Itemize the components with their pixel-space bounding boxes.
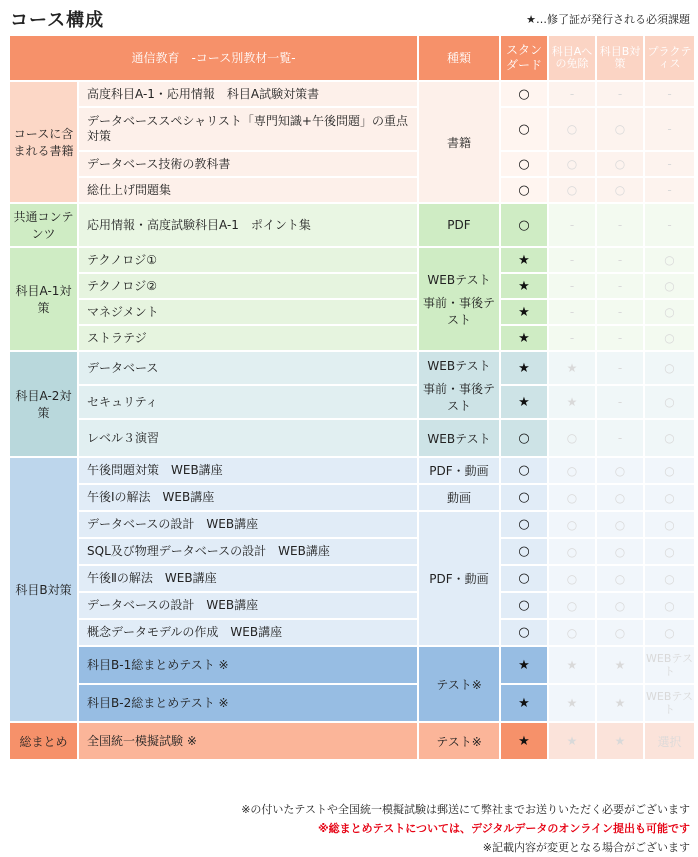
fade-mark: ○	[549, 108, 595, 150]
fade-mark: ○	[645, 593, 694, 618]
fade-mark: -	[597, 352, 643, 384]
group-label: コースに含まれる書籍	[10, 82, 77, 202]
fade-mark: -	[597, 326, 643, 350]
standard-mark: ○	[501, 485, 547, 510]
fade-mark: ○	[549, 458, 595, 483]
item-type: テスト※	[419, 723, 499, 759]
group-label: 科目A-1対策	[10, 248, 77, 350]
standard-mark: ○	[501, 539, 547, 564]
standard-mark: ★	[501, 685, 547, 721]
table-row	[10, 248, 694, 272]
standard-mark: ★	[501, 326, 547, 350]
fade-mark: ○	[645, 248, 694, 272]
standard-mark: ○	[501, 178, 547, 202]
fade-mark: ○	[597, 566, 643, 591]
item-type: PDF・動画	[419, 458, 499, 483]
fade-mark: ○	[645, 566, 694, 591]
table-row	[10, 178, 694, 202]
standard-mark: ○	[501, 108, 547, 150]
fade-mark: -	[549, 300, 595, 324]
type-line: 事前・事後テスト	[422, 381, 495, 413]
standard-mark: ★	[501, 248, 547, 272]
item-type	[419, 248, 499, 350]
standard-mark: ○	[501, 512, 547, 537]
item-name: 科目B-2総まとめテスト ※	[79, 685, 417, 721]
item-name: SQL及び物理データベースの設計 WEB講座	[79, 539, 417, 564]
fade-mark: ★	[549, 647, 595, 683]
item-name: データベース技術の教科書	[79, 152, 417, 176]
fade-mark: -	[597, 300, 643, 324]
item-name: 高度科目A-1・応用情報 科目A試験対策書	[79, 82, 417, 106]
type-line: WEBテスト	[427, 358, 491, 373]
item-name: 午後Ⅱの解法 WEB講座	[79, 566, 417, 591]
group-label: 科目A-2対策	[10, 352, 77, 456]
item-name: 午後問題対策 WEB講座	[79, 458, 417, 483]
table-row	[10, 326, 694, 350]
fade-mark: -	[549, 326, 595, 350]
fade-mark: -	[645, 178, 694, 202]
fade-mark: -	[597, 204, 643, 246]
fade-mark: ○	[549, 620, 595, 645]
table-row	[10, 420, 694, 456]
table-row	[10, 108, 694, 150]
fade-mark: ○	[597, 512, 643, 537]
group-label: 科目B対策	[10, 458, 77, 721]
fade-mark: ★	[549, 723, 595, 759]
type-line: 事前・事後テスト	[422, 295, 495, 327]
table-row	[10, 723, 694, 759]
fade-mark: ★	[549, 685, 595, 721]
fade-mark: ○	[645, 458, 694, 483]
fade-mark: ○	[645, 420, 694, 456]
fade-mark: ○	[549, 178, 595, 202]
fade-mark: -	[549, 204, 595, 246]
item-type: 動画	[419, 485, 499, 510]
item-name: 総仕上げ問題集	[79, 178, 417, 202]
fade-mark: ○	[549, 566, 595, 591]
fade-mark: WEBテスト	[645, 647, 694, 683]
fade-mark: WEBテスト	[645, 685, 694, 721]
fade-mark: ○	[645, 274, 694, 298]
table-row	[10, 620, 694, 645]
item-type: テスト※	[419, 647, 499, 721]
item-name: テクノロジ②	[79, 274, 417, 298]
table-row	[10, 204, 694, 246]
footnote-change: ※記載内容が変更となる場合がございます	[482, 841, 690, 854]
header-fade-1: 科目Aへの免除	[549, 36, 595, 80]
item-name: データベースの設計 WEB講座	[79, 512, 417, 537]
table-row	[10, 685, 694, 721]
fade-mark: -	[549, 248, 595, 272]
fade-mark: ○	[645, 620, 694, 645]
standard-mark: ★	[501, 647, 547, 683]
item-name: テクノロジ①	[79, 248, 417, 272]
table-row	[10, 386, 694, 418]
table-row	[10, 274, 694, 298]
item-name: 全国統一模擬試験 ※	[79, 723, 417, 759]
fade-mark: ○	[549, 420, 595, 456]
fade-mark: ○	[645, 352, 694, 384]
table-row	[10, 352, 694, 384]
item-type	[419, 352, 499, 418]
header-fade-2: 科目B対策	[597, 36, 643, 80]
fade-mark: ○	[597, 458, 643, 483]
table-row	[10, 300, 694, 324]
header-standard: スタンダード	[501, 36, 547, 80]
item-type: PDF・動画	[419, 512, 499, 645]
item-name: 概念データモデルの作成 WEB講座	[79, 620, 417, 645]
fade-mark: ○	[549, 593, 595, 618]
fade-mark: ○	[645, 539, 694, 564]
fade-mark: ○	[645, 300, 694, 324]
footnote-mail: ※の付いたテストや全国統一模擬試験は郵送にて弊社までお送りいただく必要がございます	[241, 803, 690, 816]
table-row	[10, 458, 694, 483]
fade-mark: ○	[597, 108, 643, 150]
fade-mark: ★	[597, 723, 643, 759]
standard-mark: ★	[501, 386, 547, 418]
item-name: データベース	[79, 352, 417, 384]
standard-mark: ○	[501, 620, 547, 645]
fade-mark: -	[645, 82, 694, 106]
fade-mark: -	[549, 274, 595, 298]
table-row	[10, 539, 694, 564]
group-label: 共通コンテンツ	[10, 204, 77, 246]
fade-mark: ★	[597, 685, 643, 721]
table-row	[10, 593, 694, 618]
item-name: ストラテジ	[79, 326, 417, 350]
item-name: データベースの設計 WEB講座	[79, 593, 417, 618]
item-name: マネジメント	[79, 300, 417, 324]
fade-mark: ○	[597, 539, 643, 564]
fade-mark: ○	[597, 178, 643, 202]
fade-mark: ○	[645, 326, 694, 350]
fade-mark: ★	[549, 352, 595, 384]
table-row	[10, 152, 694, 176]
legend-note: ★…修了証が発行される必須課題	[526, 13, 690, 26]
fade-mark: -	[597, 274, 643, 298]
fade-mark: -	[597, 82, 643, 106]
item-type: 書籍	[419, 82, 499, 202]
item-name: 応用情報・高度試験科目A-1 ポイント集	[79, 204, 417, 246]
table-row	[10, 512, 694, 537]
standard-mark: ○	[501, 204, 547, 246]
table-row	[10, 647, 694, 683]
item-name: 午後Ⅰの解法 WEB講座	[79, 485, 417, 510]
fade-mark: ★	[549, 386, 595, 418]
fade-mark: -	[597, 420, 643, 456]
fade-mark: ○	[549, 152, 595, 176]
fade-mark: ○	[645, 512, 694, 537]
header-row	[10, 36, 694, 80]
standard-mark: ★	[501, 274, 547, 298]
fade-mark: -	[597, 248, 643, 272]
fade-mark: -	[597, 386, 643, 418]
fade-mark: 選択	[645, 723, 694, 759]
fade-mark: -	[645, 108, 694, 150]
standard-mark: ○	[501, 420, 547, 456]
standard-mark: ★	[501, 352, 547, 384]
item-type: PDF	[419, 204, 499, 246]
standard-mark: ★	[501, 723, 547, 759]
item-name: データベーススペシャリスト「専門知識+午後問題」の重点対策	[79, 108, 417, 150]
fade-mark: ○	[597, 620, 643, 645]
standard-mark: ○	[501, 566, 547, 591]
table-row	[10, 566, 694, 591]
fade-mark: ○	[645, 386, 694, 418]
type-line: WEBテスト	[427, 272, 491, 287]
fade-mark: ○	[597, 485, 643, 510]
fade-mark: -	[645, 152, 694, 176]
fade-mark: ○	[549, 512, 595, 537]
header-type: 種類	[419, 36, 499, 80]
page-title: コース構成	[10, 10, 105, 31]
course-table	[8, 34, 696, 761]
fade-mark: -	[645, 204, 694, 246]
item-type: WEBテスト	[419, 420, 499, 456]
fade-mark: ★	[597, 647, 643, 683]
standard-mark: ○	[501, 593, 547, 618]
fade-mark: -	[549, 82, 595, 106]
table-row	[10, 82, 694, 106]
item-name: セキュリティ	[79, 386, 417, 418]
standard-mark: ○	[501, 152, 547, 176]
item-name: 科目B-1総まとめテスト ※	[79, 647, 417, 683]
header-content: 通信教育 -コース別教材一覧-	[10, 36, 417, 80]
fade-mark: ○	[597, 593, 643, 618]
fade-mark: ○	[645, 485, 694, 510]
footnote-online: ※総まとめテストについては、デジタルデータのオンライン提出も可能です	[317, 822, 690, 835]
standard-mark: ○	[501, 82, 547, 106]
standard-mark: ○	[501, 458, 547, 483]
standard-mark: ★	[501, 300, 547, 324]
group-label: 総まとめ	[10, 723, 77, 759]
header-fade-3: プラクティス	[645, 36, 694, 80]
fade-mark: ○	[549, 485, 595, 510]
item-name: レベル３演習	[79, 420, 417, 456]
fade-mark: ○	[597, 152, 643, 176]
table-row	[10, 485, 694, 510]
fade-mark: ○	[549, 539, 595, 564]
